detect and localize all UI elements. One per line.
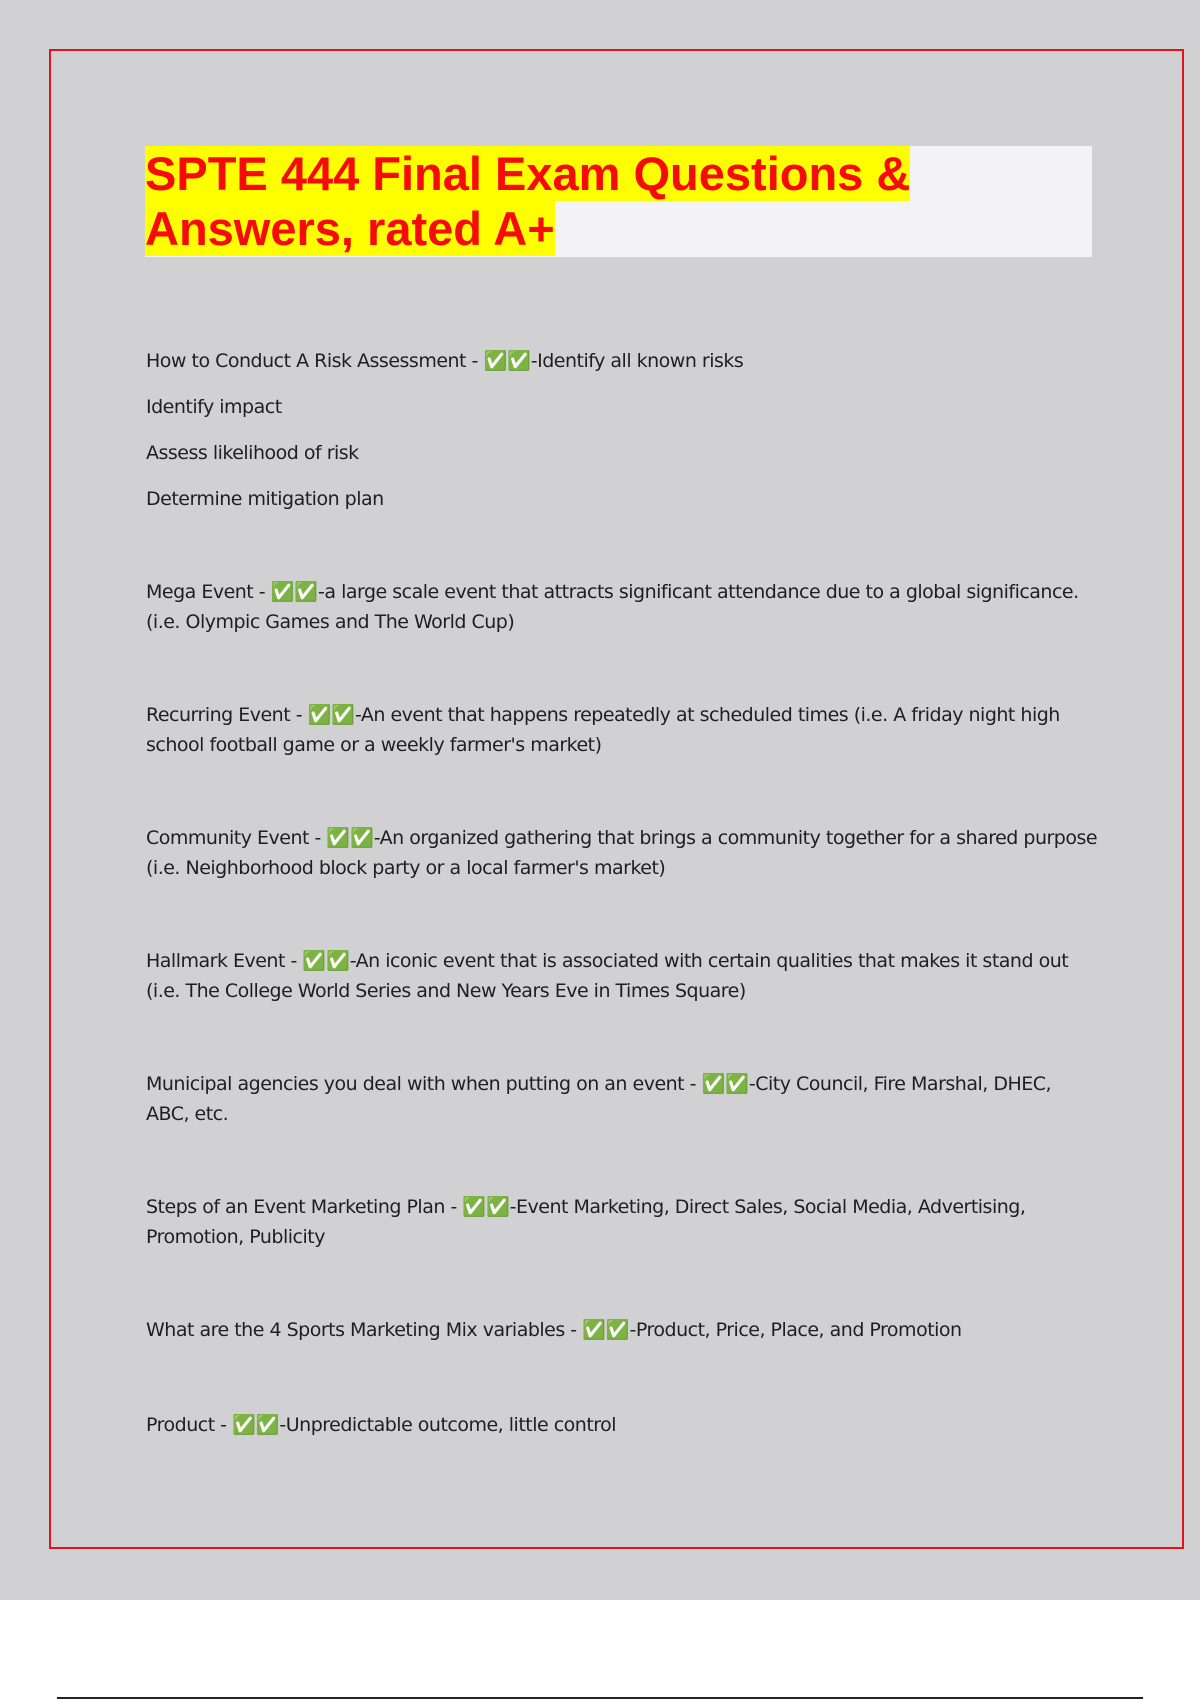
qa-item-mega-event <box>146 577 1079 607</box>
qa-item-recurring-event <box>146 700 1060 730</box>
page-divider <box>57 1697 1143 1699</box>
qa-answer-continued: Promotion, Publicity <box>146 1226 325 1248</box>
qa-answer: -An event that happens repeatedly at scheduled times (i.e. A friday night high <box>354 704 1060 726</box>
qa-answer: -a large scale event that attracts significant attendance due to a global significance. <box>318 581 1079 603</box>
document-title <box>145 146 910 256</box>
qa-item-community-event <box>146 823 1097 853</box>
double-check-icon: ✅✅ <box>302 950 350 972</box>
qa-answer: -An organized gathering that brings a community together for a shared purpose <box>373 827 1098 849</box>
double-check-icon: ✅✅ <box>232 1414 280 1436</box>
qa-term: How to Conduct A Risk Assessment - <box>146 350 484 372</box>
qa-answer: -An iconic event that is associated with certain qualities that makes it stand out <box>349 950 1069 972</box>
qa-answer-continued: (i.e. Neighborhood block party or a local farmer's market) <box>146 857 666 879</box>
qa-answer: -Product, Price, Place, and Promotion <box>629 1319 962 1341</box>
double-check-icon: ✅✅ <box>270 581 319 603</box>
risk-step: Identify impact <box>146 396 282 418</box>
qa-answer: -City Council, Fire Marshal, DHEC, <box>748 1073 1052 1095</box>
qa-answer: -Identify all known risks <box>530 350 744 372</box>
qa-term: Municipal agencies you deal with when putting on an event - <box>146 1073 702 1095</box>
qa-term: Community Event - <box>146 827 327 849</box>
qa-term: Hallmark Event - <box>146 950 303 972</box>
double-check-icon: ✅✅ <box>582 1319 630 1341</box>
qa-item-municipal-agencies <box>146 1069 1051 1099</box>
title-line-1: SPTE 444 Final Exam Questions & <box>145 147 911 200</box>
title-line-2: Answers, rated A+ <box>145 202 555 255</box>
risk-step: Assess likelihood of risk <box>146 442 359 464</box>
risk-step: Determine mitigation plan <box>146 488 384 510</box>
double-check-icon: ✅✅ <box>326 827 374 849</box>
qa-answer-continued: ABC, etc. <box>146 1103 229 1125</box>
qa-item-hallmark-event <box>146 946 1068 976</box>
qa-answer: -Event Marketing, Direct Sales, Social Media, Advertising, <box>509 1196 1026 1218</box>
double-check-icon: ✅✅ <box>701 1073 749 1095</box>
qa-answer-continued: school football game or a weekly farmer's market) <box>146 734 602 756</box>
qa-item-marketing-mix <box>146 1315 962 1345</box>
qa-term: Steps of an Event Marketing Plan - <box>146 1196 463 1218</box>
qa-answer-continued: (i.e. The College World Series and New Years Eve in Times Square) <box>146 980 746 1002</box>
qa-answer-continued: (i.e. Olympic Games and The World Cup) <box>146 611 515 633</box>
qa-answer: -Unpredictable outcome, little control <box>279 1414 617 1436</box>
qa-term: Recurring Event - <box>146 704 308 726</box>
qa-term: What are the 4 Sports Marketing Mix variables - <box>146 1319 583 1341</box>
double-check-icon: ✅✅ <box>462 1196 510 1218</box>
qa-term: Mega Event - <box>146 581 271 603</box>
qa-item-product <box>146 1410 616 1440</box>
double-check-icon: ✅✅ <box>483 350 531 372</box>
double-check-icon: ✅✅ <box>307 704 355 726</box>
qa-item-risk-assessment <box>146 346 743 376</box>
qa-term: Product - <box>146 1414 233 1436</box>
qa-item-event-marketing-plan <box>146 1192 1025 1222</box>
